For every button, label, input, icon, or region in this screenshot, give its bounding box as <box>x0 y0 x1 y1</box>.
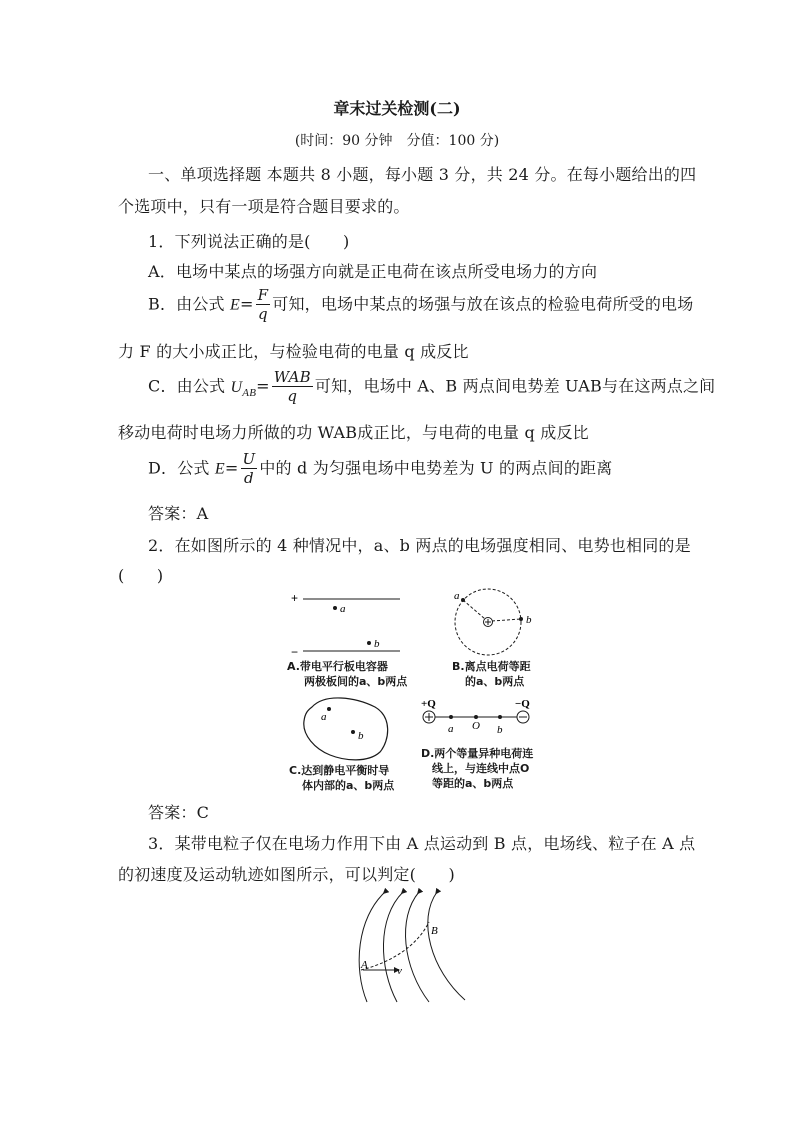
q1-b-prefix: B．由公式 <box>148 294 231 314</box>
figure-d-caption-2: 线上，与连线中点O <box>432 762 530 775</box>
q1-b-numerator: F <box>257 286 269 304</box>
figure-c-caption-1: C.达到静电平衡时导 <box>289 764 390 777</box>
q1-d-denominator: d <box>244 469 254 487</box>
label-B: B <box>431 925 438 937</box>
minus-sign: − <box>291 645 299 659</box>
label-b: b <box>374 638 380 650</box>
q1-option-c-line2: 移动电荷时电场力所做的功 WAB成正比，与电荷的电量 q 成反比 <box>118 423 589 442</box>
page-title: 章末过关检测(二) <box>333 99 461 118</box>
figure-q3-field-lines <box>345 888 475 1008</box>
point-b <box>351 730 355 734</box>
field-line-3 <box>406 892 429 1002</box>
section-heading-line2: 个选项中，只有一项是符合题目要求的。 <box>118 197 410 216</box>
label-b: b <box>358 730 364 742</box>
q1-d-prefix: D．公式 <box>148 458 215 478</box>
q1-b-fraction <box>256 288 271 322</box>
label-minus-q: −Q <box>515 698 530 710</box>
q2-stem: 2．在如图所示的 4 种情况中，a、b 两点的电场强度相同、电势也相同的是 <box>148 536 691 555</box>
plus-sign: + <box>291 591 299 605</box>
label-a: a <box>340 603 346 615</box>
point-b <box>367 641 371 645</box>
q1-c-numerator: WAB <box>273 368 311 386</box>
q2-stem-line2: ( ) <box>118 566 164 585</box>
label-a: a <box>321 711 327 723</box>
q1-option-c: C．由公式 $U_{AB}=$ $\frac{\text{WAB}}{q}$ 可知，电场中 A、B 两点间电势差 UAB与在这两点之间 <box>148 368 716 405</box>
q1-c-denominator: q <box>287 387 298 405</box>
trajectory <box>361 922 429 970</box>
q1-option-d: D．公式 E= $\frac{U}{d}$ 中的 d 为匀强电场中电势差为 U 的两点间的距离 <box>148 450 613 487</box>
point-a <box>449 715 453 719</box>
q1-c-fraction <box>272 370 313 404</box>
q1-option-b-line2: 力 F 的大小成正比，与检验电荷的电量 q 成反比 <box>118 342 469 361</box>
q1-c-prefix: C．由公式 <box>148 376 231 396</box>
q1-answer: 答案：A <box>148 504 209 523</box>
label-A: A <box>361 959 368 971</box>
q1-b-text: 可知，电场中某点的场强与放在该点的检验电荷所受的电场 <box>272 294 694 314</box>
q1-d-numerator: U <box>242 450 256 468</box>
section-heading-text: 一、单项选择题 本题共 8 小题，每小题 3 分，共 24 分。在每小题给出的四 <box>148 165 697 184</box>
figure-b-caption-2: 的a、b两点 <box>465 675 525 688</box>
figure-a-caption-1: A.带电平行板电容器 <box>287 660 388 673</box>
label-a: a <box>448 723 454 735</box>
label-b: b <box>497 724 503 736</box>
figure-d-caption-1: D.两个等量异种电荷连 <box>421 747 534 760</box>
label-a: a <box>454 590 460 602</box>
q3-stem-line2: 的初速度及运动轨迹如图所示，可以判定( ) <box>118 865 455 884</box>
q1-stem: 1．下列说法正确的是( ) <box>148 232 350 251</box>
figure-c-conductor <box>300 695 395 765</box>
field-line-1 <box>359 892 385 1002</box>
field-line-2 <box>383 892 403 1002</box>
q1-b-denominator: q <box>258 305 268 323</box>
point-b <box>498 715 502 719</box>
q2-answer: 答案：C <box>148 803 210 822</box>
figure-d-caption-3: 等距的a、b两点 <box>432 777 514 790</box>
section-heading-line1 <box>148 162 696 185</box>
q1-option-b: B．由公式 E= $\frac{F}{q}$ 可知，电场中某点的场强与放在该点的检验电荷所受的电场 <box>148 286 694 323</box>
q1-option-a: A．电场中某点的场强方向就是正电荷在该点所受电场力的方向 <box>148 262 598 281</box>
q1-d-fraction <box>241 452 258 486</box>
label-v: v <box>397 965 402 977</box>
q1-c-text: 可知，电场中 A、B 两点间电势差 UAB与在这两点之间 <box>314 376 716 396</box>
figure-b-point-charge <box>445 585 545 660</box>
figure-d-dipole <box>418 695 538 740</box>
figure-b-caption-1: B.离点电荷等距 <box>452 660 531 673</box>
label-plus-q: +Q <box>421 698 436 710</box>
point-o <box>474 715 478 719</box>
point-a <box>333 606 337 610</box>
figure-a-caption-2: 两极板间的a、b两点 <box>304 675 408 688</box>
field-line-4 <box>428 892 465 1000</box>
q3-stem: 3．某带电粒子仅在电场力作用下由 A 点运动到 B 点，电场线、粒子在 A 点 <box>148 834 696 853</box>
label-o: O <box>472 720 480 732</box>
figure-c-caption-2: 体内部的a、b两点 <box>302 779 395 792</box>
exam-info: (时间：90 分钟 分值：100 分) <box>294 133 500 149</box>
figure-a-capacitor <box>285 590 415 660</box>
label-b: b <box>526 614 532 626</box>
q1-d-text: 中的 d 为匀强电场中电势差为 U 的两点间的距离 <box>259 458 613 478</box>
point-a <box>327 707 331 711</box>
